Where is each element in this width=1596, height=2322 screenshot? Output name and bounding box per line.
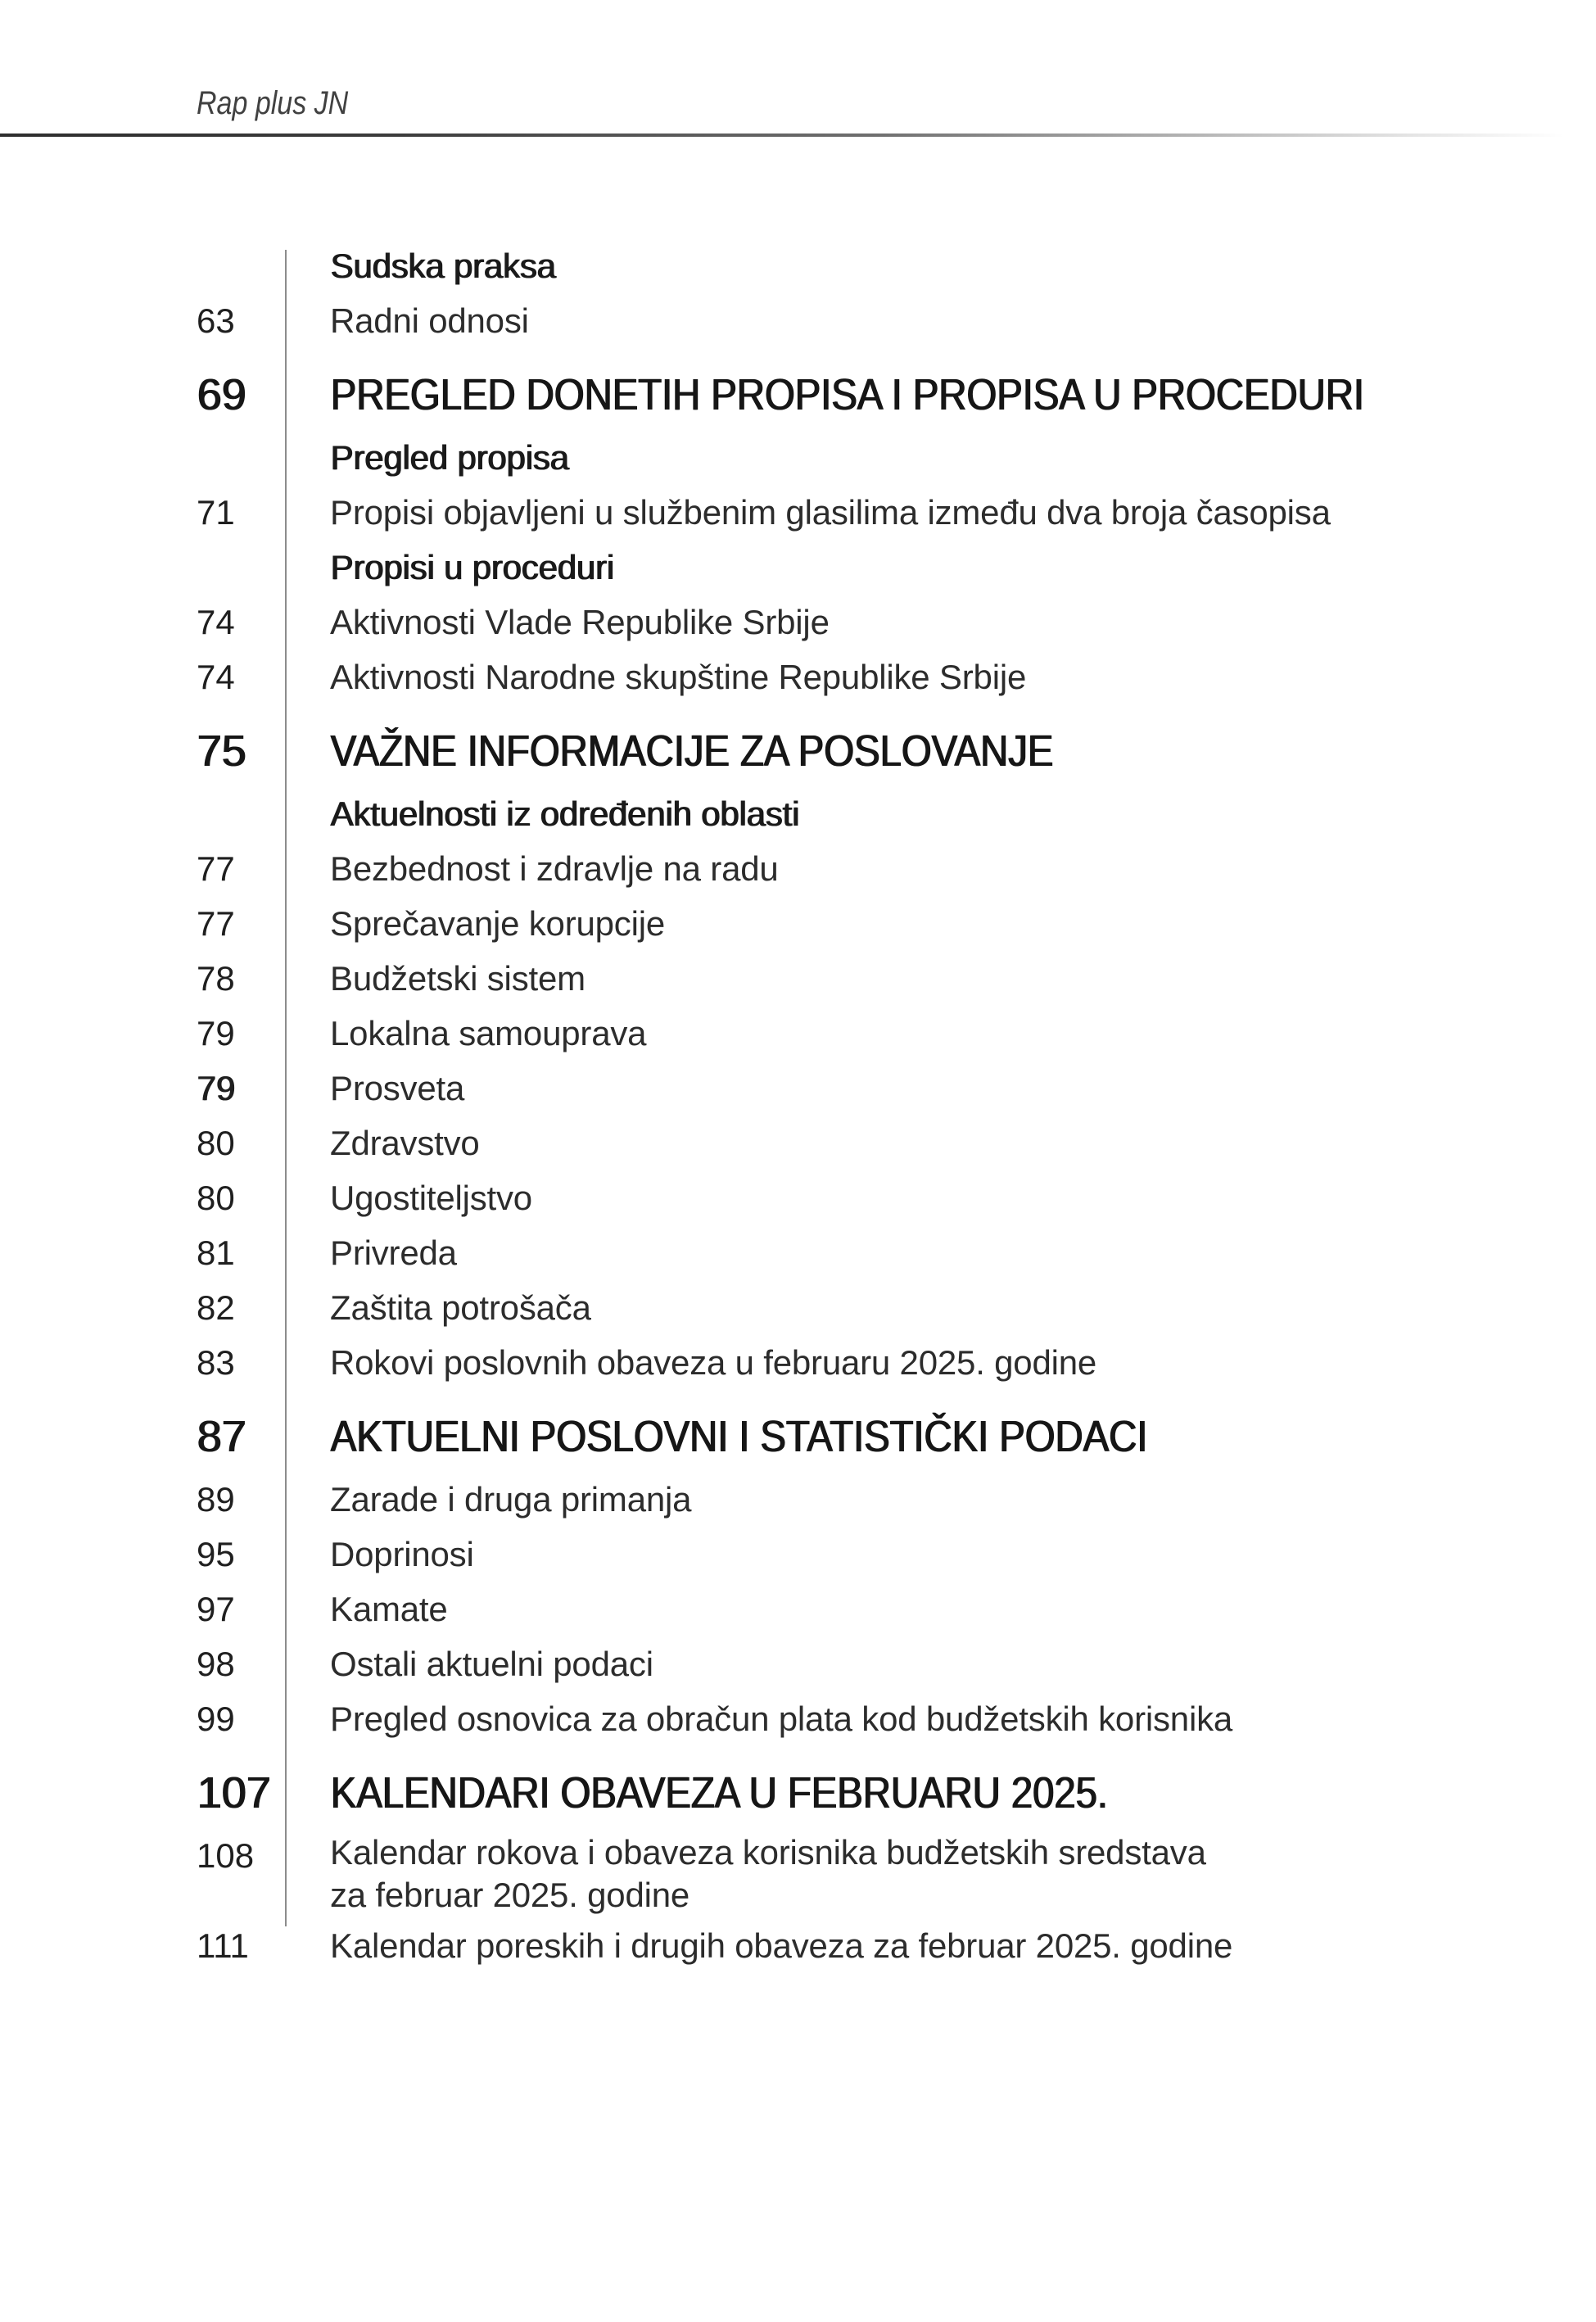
page-number: 78 — [197, 959, 235, 998]
page-number: 74 — [197, 603, 235, 641]
page-number: 95 — [197, 1535, 235, 1573]
toc-entry — [285, 1006, 646, 1061]
toc-entry-title: Zaštita potrošača — [330, 1288, 591, 1327]
toc-entry — [285, 1406, 1259, 1467]
toc-entry-title: Kalendar rokova i obaveza korisnika budžetskih sredstava — [330, 1833, 1206, 1872]
toc-entry-title-line2: za februar 2025. godine — [330, 1876, 690, 1914]
toc-entry — [285, 1918, 1232, 1973]
page-number — [0, 430, 285, 485]
toc-entry — [285, 1335, 1096, 1390]
page-number: 83 — [197, 1343, 235, 1382]
toc-entry-title: PREGLED DONETIH PROPISA I PROPISA U PROCEDURI — [330, 370, 1364, 419]
page-number: 82 — [197, 1288, 235, 1327]
toc-entry-title: Ugostiteljstvo — [330, 1179, 532, 1217]
toc-row — [0, 595, 1596, 650]
toc-row — [0, 293, 1596, 348]
page-number: 74 — [197, 658, 235, 696]
toc-entry — [285, 786, 799, 841]
toc-entry-title: Bezbednost i zdravlje na radu — [330, 849, 779, 888]
page-number: 71 — [197, 493, 235, 532]
page-number — [0, 786, 285, 841]
toc-row — [0, 430, 1596, 485]
toc-entry — [285, 485, 1331, 540]
toc-entry — [285, 1582, 448, 1636]
toc-row — [0, 786, 1596, 841]
toc-row — [0, 951, 1596, 1006]
toc-row — [0, 1763, 1596, 1823]
toc-entry — [285, 951, 586, 1006]
toc-row — [0, 1691, 1596, 1746]
toc-row — [0, 364, 1596, 425]
toc-row — [0, 1006, 1596, 1061]
toc-entry — [285, 540, 613, 595]
page-number: 77 — [197, 849, 235, 888]
toc-row — [0, 1061, 1596, 1116]
page-number: 80 — [197, 1124, 235, 1162]
toc-entry-title: Propisi objavljeni u službenim glasilima između dva broja časopisa — [330, 493, 1331, 532]
page-number — [0, 540, 285, 595]
toc-entry — [285, 1828, 1206, 1918]
toc-row — [0, 1472, 1596, 1527]
toc-row — [0, 650, 1596, 704]
toc-list — [0, 238, 1596, 1973]
toc-entry — [285, 1280, 591, 1335]
toc-entry — [285, 1061, 464, 1116]
page-number: 79 — [197, 1014, 235, 1052]
page-number: 99 — [197, 1700, 235, 1738]
toc-entry-title: Aktuelnosti iz određenih oblasti — [330, 794, 799, 833]
toc-entry-title: Aktivnosti Vlade Republike Srbije — [330, 603, 830, 641]
toc-row — [0, 1636, 1596, 1691]
toc-entry — [285, 650, 1026, 704]
toc-entry-title: Doprinosi — [330, 1535, 474, 1573]
toc-entry-title: Sudska praksa — [330, 247, 556, 285]
toc-entry-title: Prosveta — [330, 1069, 465, 1107]
toc-entry-title: Kamate — [330, 1590, 448, 1628]
toc-row — [0, 1280, 1596, 1335]
toc-entry — [285, 841, 779, 896]
toc-entry — [285, 1691, 1232, 1746]
toc-row — [0, 1918, 1596, 1973]
page-number — [0, 238, 285, 293]
toc-entry-title: Pregled propisa — [330, 438, 569, 477]
toc-entry — [285, 896, 665, 951]
toc-divider-line — [285, 250, 287, 1926]
toc-entry — [285, 721, 1151, 781]
header-rule — [0, 134, 1596, 137]
page-number: 98 — [197, 1645, 235, 1683]
page-number: 77 — [197, 904, 235, 943]
page-number: 108 — [197, 1836, 255, 1875]
toc-row — [0, 238, 1596, 293]
toc-row — [0, 540, 1596, 595]
toc-entry-title: Ostali aktuelni podaci — [330, 1645, 653, 1683]
toc-entry — [285, 1472, 691, 1527]
toc-entry-title: Lokalna samouprava — [330, 1014, 647, 1052]
page-number: 97 — [197, 1590, 235, 1628]
toc-entry-title: Zarade i druga primanja — [330, 1480, 692, 1519]
page-number: 69 — [197, 370, 246, 419]
toc-entry — [285, 1763, 1214, 1823]
toc-row — [0, 721, 1596, 781]
page-number: 79 — [197, 1069, 235, 1107]
toc-entry-title: VAŽNE INFORMACIJE ZA POSLOVANJE — [330, 726, 1053, 776]
toc-entry — [285, 238, 555, 293]
toc-row — [0, 485, 1596, 540]
toc-entry-title: Aktivnosti Narodne skupštine Republike Srbije — [330, 658, 1027, 696]
toc-row — [0, 1335, 1596, 1390]
toc-entry-title: AKTUELNI POSLOVNI I STATISTIČKI PODACI — [330, 1412, 1147, 1461]
toc-entry — [285, 1225, 457, 1280]
toc-entry-title: Radni odnosi — [330, 301, 529, 340]
toc-entry — [285, 364, 1504, 425]
page-number: 111 — [197, 1926, 249, 1965]
page-number: 89 — [197, 1480, 235, 1519]
toc-row — [0, 896, 1596, 951]
toc-entry-title: KALENDARI OBAVEZA U FEBRUARU 2025. — [330, 1768, 1108, 1817]
toc-entry-title: Pregled osnovica za obračun plata kod budžetskih korisnika — [330, 1700, 1233, 1738]
toc-entry-title: Privreda — [330, 1233, 457, 1272]
page-number: 80 — [197, 1179, 235, 1217]
toc-entry — [285, 1170, 532, 1225]
toc-row — [0, 841, 1596, 896]
toc-entry — [285, 293, 529, 348]
toc-entry — [285, 1636, 653, 1691]
toc-row — [0, 1225, 1596, 1280]
toc-row — [0, 1828, 1596, 1918]
page-number: 75 — [197, 726, 246, 776]
toc-entry-title: Rokovi poslovnih obaveza u februaru 2025. godine — [330, 1343, 1097, 1382]
toc-entry-title: Propisi u proceduri — [330, 548, 614, 586]
toc-entry — [285, 1527, 474, 1582]
toc-row — [0, 1406, 1596, 1467]
page-number: 63 — [197, 301, 235, 340]
toc-entry — [285, 1116, 480, 1170]
toc-entry-title: Kalendar poreskih i drugih obaveza za februar 2025. godine — [330, 1926, 1233, 1965]
toc-row — [0, 1116, 1596, 1170]
toc-entry — [285, 430, 568, 485]
journal-title: Rap plus JN — [197, 85, 349, 121]
toc-entry — [285, 595, 830, 650]
page-number: 81 — [197, 1233, 235, 1272]
toc-row — [0, 1527, 1596, 1582]
toc-entry-title: Budžetski sistem — [330, 959, 586, 998]
toc-entry-title: Zdravstvo — [330, 1124, 480, 1162]
toc-row — [0, 1170, 1596, 1225]
toc-entry-title: Sprečavanje korupcije — [330, 904, 666, 943]
page-number: 107 — [197, 1768, 271, 1817]
toc-row — [0, 1582, 1596, 1636]
page-number: 87 — [197, 1412, 246, 1461]
